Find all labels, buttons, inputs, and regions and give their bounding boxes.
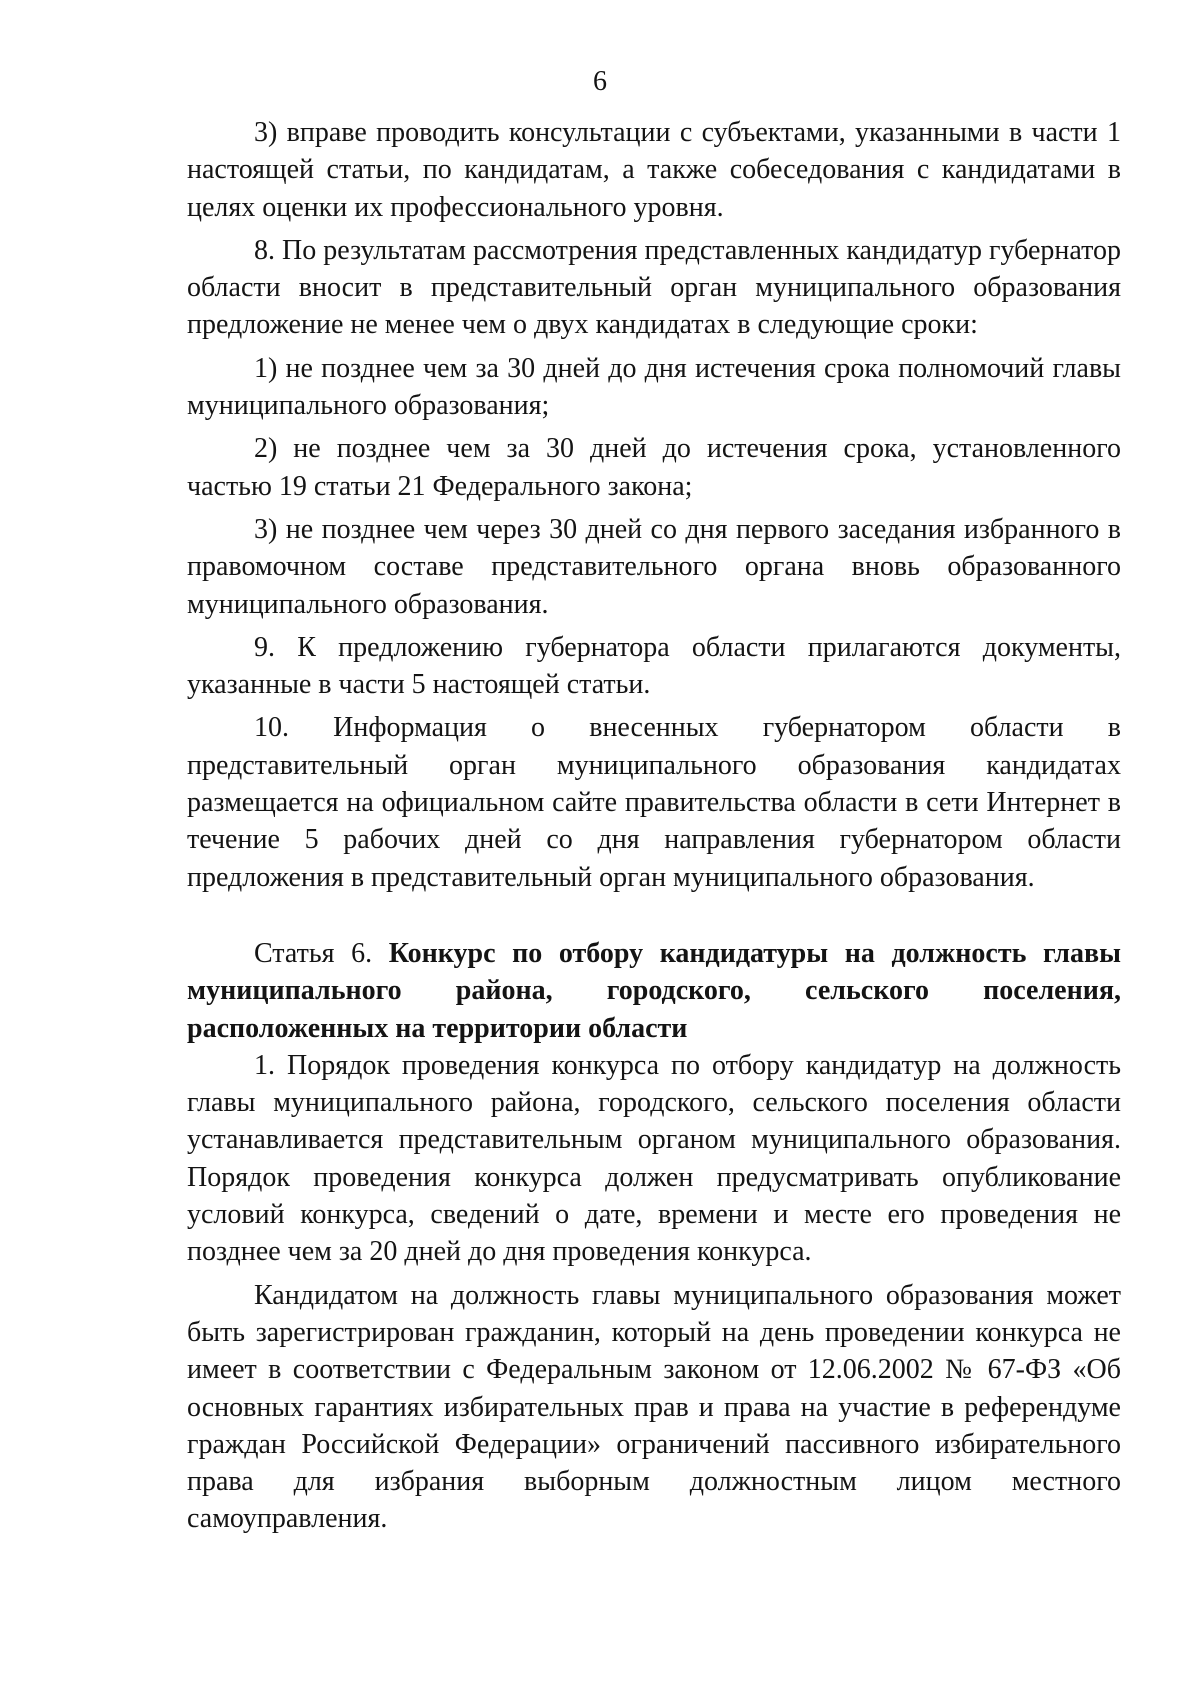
article-label: Статья 6. <box>254 937 389 969</box>
paragraph-8-governor-proposal: 8. По результатам рассмотрения представленных кандидатур губернатор области вносит в представительный орган муниципального образования предложение не менее чем о двух кандидатах в следующие сроки: <box>187 234 1121 341</box>
paragraph-deadline-2: 2) не позднее чем за 30 дней до истечения срока, установленного частью 19 статьи 21 Федерального закона; <box>187 433 1121 502</box>
paragraph-candidate-eligibility: Кандидатом на должность главы муниципального образования может быть зарегистрирован гражданин, который на день проведении конкурса не имеет в соответствии с Федеральным законом от 12.06.2002 № 67-ФЗ «Об основных гарантиях избирательных прав и права на участие в референдуме граждан Российской Федерации» ограничений пассивного избирательного права для избрания выборным должностным лицом местного самоуправления. <box>187 1279 1121 1535</box>
paragraph-contest-procedure: 1. Порядок проведения конкурса по отбору кандидатур на должность главы муниципального района, городского, сельского поселения области устанавливается представительным органом муниципального образования. Порядок проведения конкурса должен предусматривать опубликование условий конкурса, сведений о дате, времени и месте его проведения не позднее чем за 20 дней до дня проведения конкурса. <box>187 1049 1121 1268</box>
article-title: Конкурс по отбору кандидатуры на должность главы муниципального района, городского, сельского поселения, расположенных на территории области <box>187 937 1121 1044</box>
page-number: 6 <box>593 66 607 97</box>
article-6-heading <box>187 935 1121 1047</box>
paragraph-deadline-1: 1) не позднее чем за 30 дней до дня истечения срока полномочий главы муниципального образования; <box>187 352 1121 422</box>
paragraph-10-information: 10. Информация о внесенных губернатором области в представительный орган муниципального образования кандидатах размещается на официальном сайте правительства области в сети Интернет в течение 5 рабочих дней со дня направления губернатором области предложения в представительный орган муниципального образования. <box>187 712 1121 893</box>
document-body <box>187 114 1121 1538</box>
paragraph-9-documents: 9. К предложению губернатора области прилагаются документы, указанные в части 5 настоящей статьи. <box>187 631 1121 701</box>
paragraph-consultations: 3) вправе проводить консультации с субъектами, указанными в части 1 настоящей статьи, по кандидатам, а также собеседования с кандидатами в целях оценки их профессионального уровня. <box>187 117 1121 223</box>
paragraph-deadline-3: 3) не позднее чем через 30 дней со дня первого заседания избранного в правомочном составе представительного органа вновь образованного муниципального образования. <box>187 513 1121 620</box>
